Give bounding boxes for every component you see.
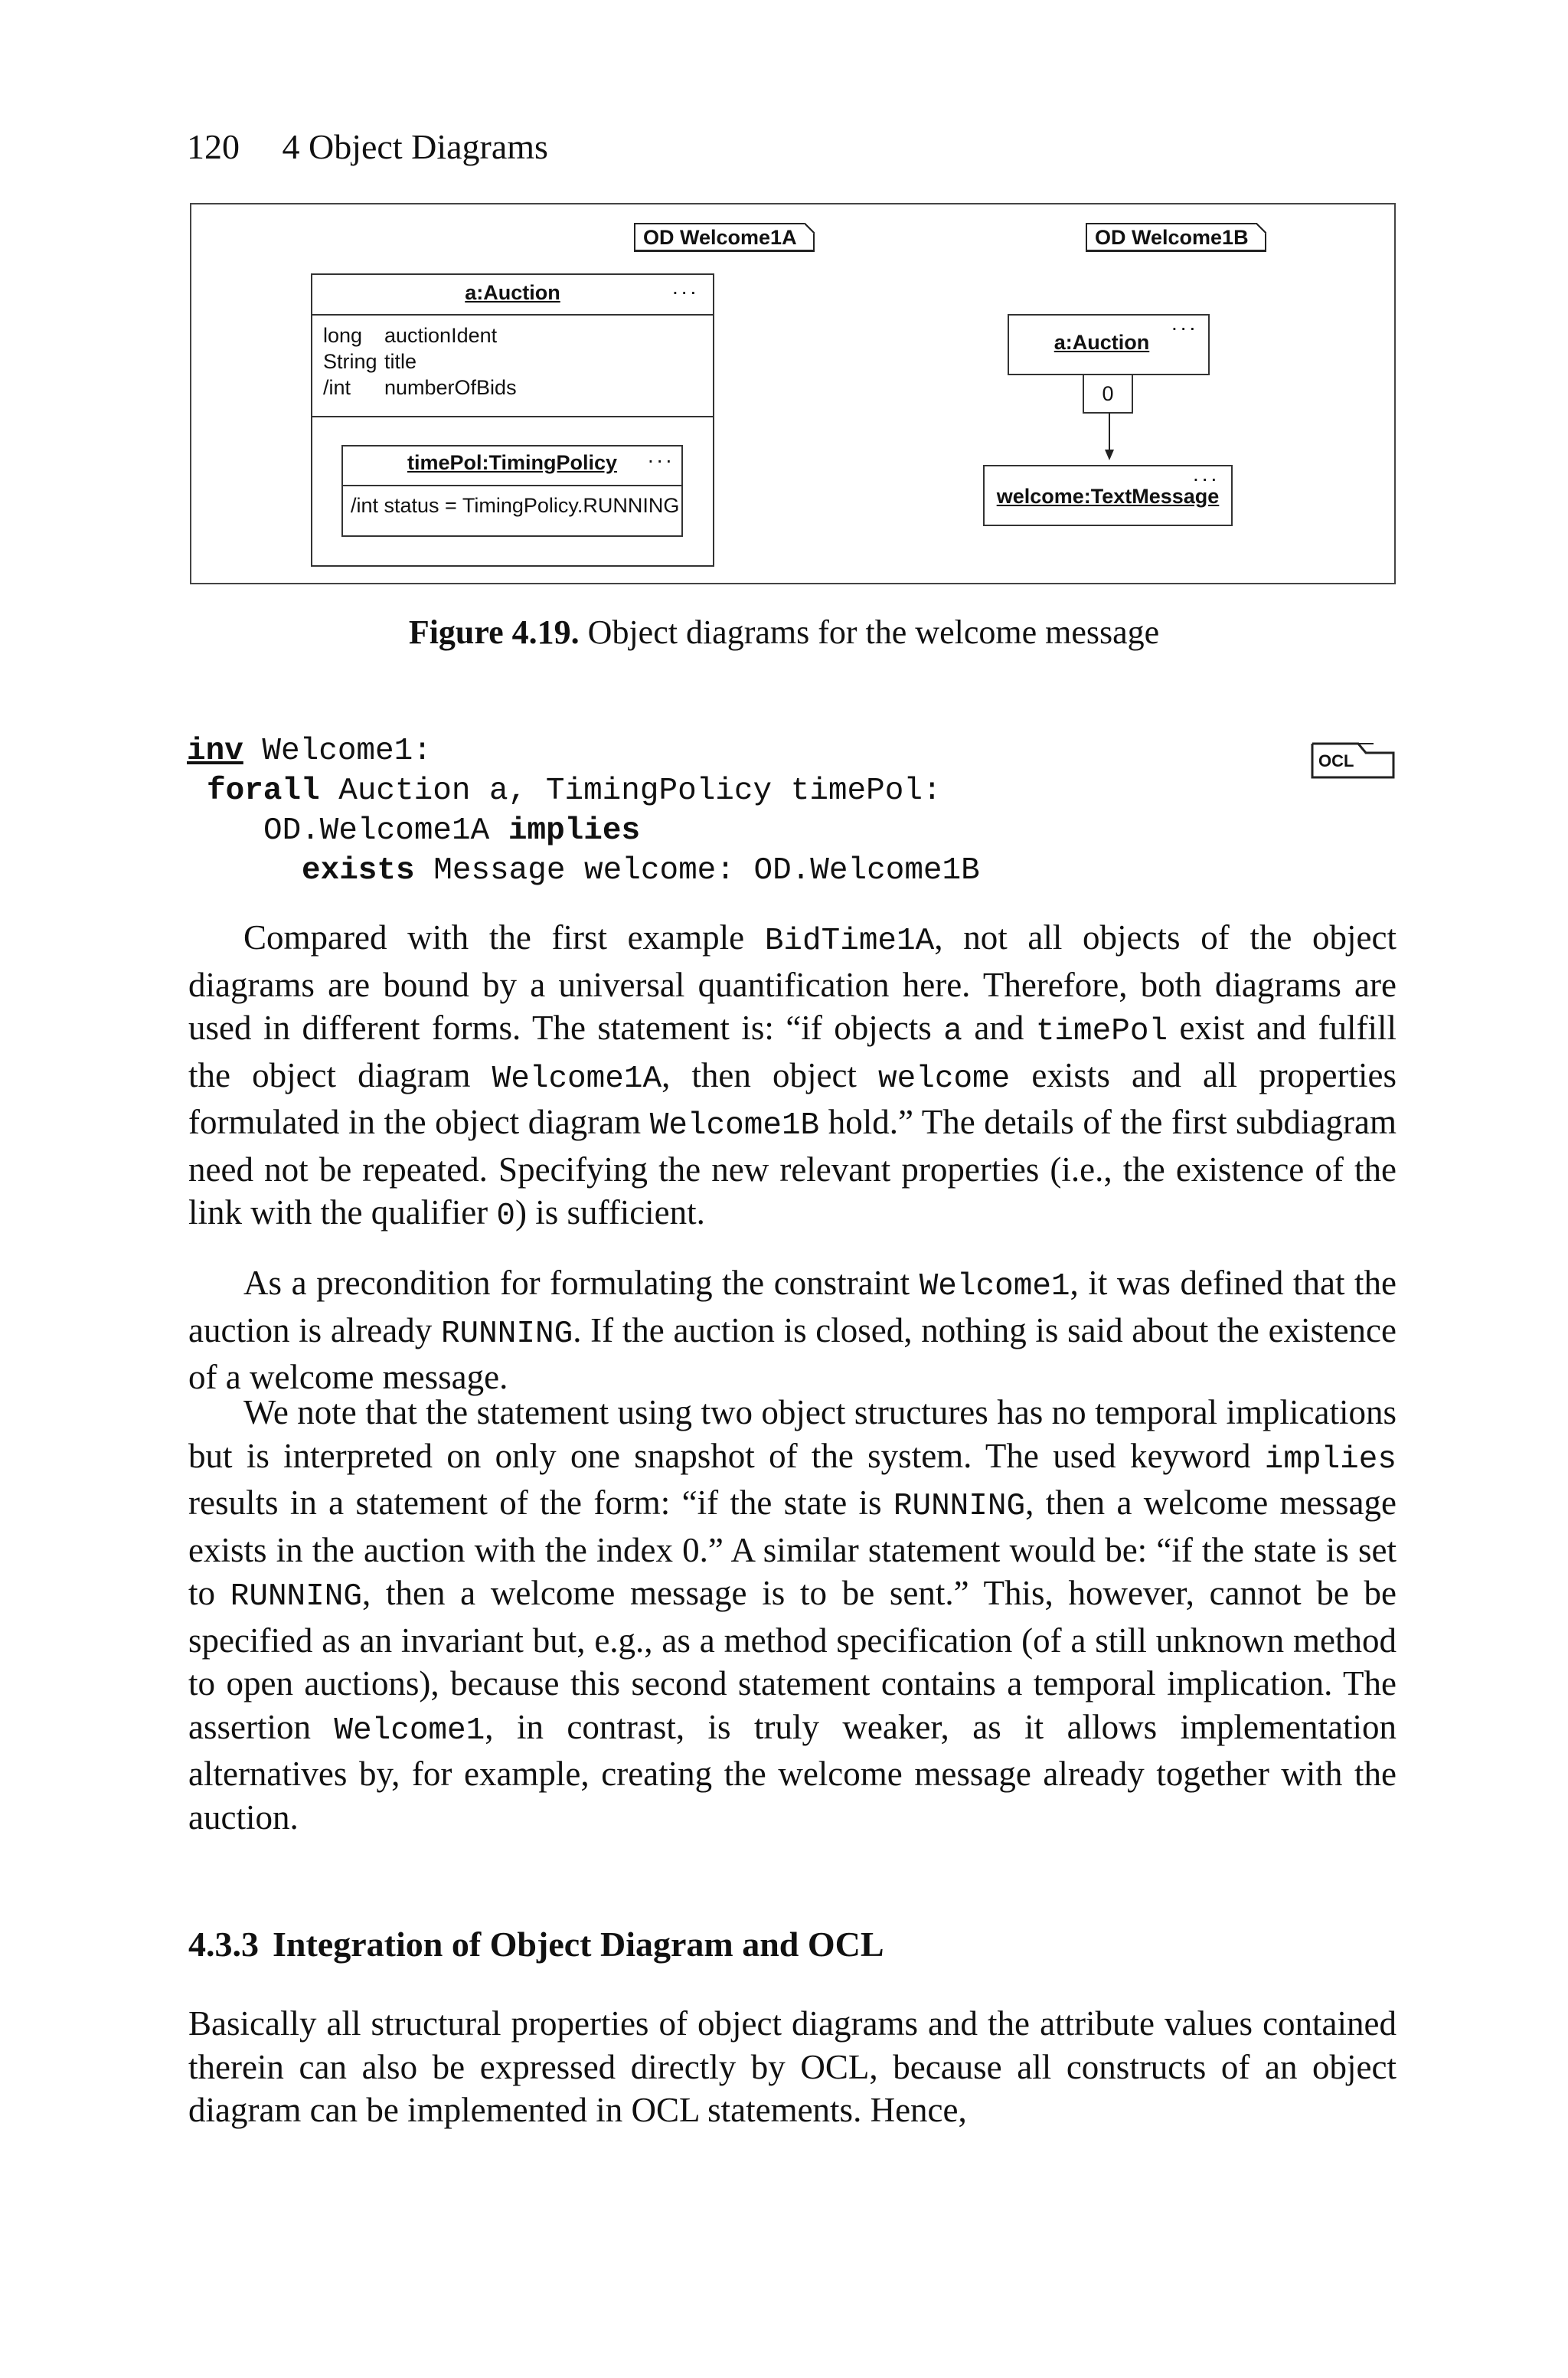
paragraph-1: Compared with the first example BidTime1A, not all objects of the object diagrams are bound by a universal quantification here. Therefore, both diagrams are used in different forms. The statement is: “if objects a and timePol exist and fulfill the object diagram Welcome1A, then object welcome exists and all properties formulated in the object diagram Welcome1B hold.” The details of the first subdiagram need not be repeated. Specifying the new relevant properties (i.e., the existence of the link with the qualifier 0) is sufficient.: [188, 918, 1397, 1234]
code-line: [187, 811, 980, 851]
more-dots-icon: ...: [672, 275, 700, 299]
code-line: [187, 731, 980, 771]
page-number: 120: [187, 127, 240, 166]
compartment-divider: [312, 314, 713, 316]
paragraph-4: Basically all structural properties of object diagrams and the attribute values contained therein can also be expressed directly by OCL, because all constructs of an object diagram can be implemented in OCL statements. Hence,: [188, 2004, 1396, 2129]
paragraph-3: We note that the statement using two object structures has no temporal implications but is interpreted on only one snapshot of the system. The used keyword implies results in a statement of the form: “if the state is RUNNING, then a welcome message exists in the auction with the index 0.” A similar statement would be: “if the state is set to RUNNING, then a welcome message is to be sent.” This, however, cannot be be specified as an invariant but, e.g., as a method specification (of a still unknown method to open auctions), because this second statement contains a temporal implication. The assertion Welcome1, in contrast, is truly weaker, as it allows implementation alternatives by, for example, creating the welcome message already together with the auction.: [188, 1393, 1396, 1837]
code-line: [187, 771, 980, 811]
more-dots-icon: ...: [648, 443, 675, 467]
auction-object-b: [1008, 311, 1210, 375]
timing-policy-title: timePol:TimingPolicy: [407, 451, 618, 474]
code-keyword: exists: [302, 853, 415, 888]
attr-name: numberOfBids: [384, 376, 517, 399]
compartment-divider: [343, 485, 681, 486]
code-text: Auction a, TimingPolicy timePol:: [319, 774, 942, 809]
more-dots-icon: ...: [1193, 462, 1220, 486]
code-text: OD.Welcome1A: [263, 813, 508, 849]
code-keyword: implies: [508, 813, 641, 849]
code-text: Welcome1:: [243, 734, 432, 769]
auction-object-title: a:Auction: [1054, 331, 1150, 354]
code-keyword: forall: [207, 774, 320, 809]
attr-type: /int: [323, 376, 351, 399]
figure-caption: [0, 613, 1568, 652]
attr-type: long: [323, 324, 363, 347]
auction-object-a: [311, 273, 714, 567]
link-arrow-icon: [1095, 413, 1125, 466]
running-header: [187, 126, 548, 167]
timing-policy-object: [341, 445, 683, 537]
attr-type: String: [323, 350, 377, 373]
code-line: [187, 851, 980, 891]
section-number: 4.3.3: [188, 1925, 259, 1964]
attr-name: auctionIdent: [384, 324, 498, 347]
compartment-divider: [312, 416, 713, 417]
attr-name: title: [384, 350, 417, 373]
section-title: Integration of Object Diagram and OCL: [273, 1925, 884, 1964]
ocl-code-block: [187, 731, 980, 891]
auction-object-title: a:Auction: [465, 281, 560, 304]
more-dots-icon: ...: [1171, 311, 1199, 335]
status-attribute: /int status = TimingPolicy.RUNNING: [351, 494, 680, 517]
ocl-badge-label: OCL: [1318, 751, 1354, 770]
chapter-title: 4 Object Diagrams: [282, 127, 548, 166]
text-message-title: welcome:TextMessage: [996, 485, 1220, 508]
object-diagram-figure: [190, 203, 1396, 584]
caption-text: Object diagrams for the welcome message: [587, 613, 1160, 651]
section-heading: [188, 1924, 884, 1964]
od-welcome1a-tag: OD Welcome1A: [634, 223, 815, 252]
code-text: Message welcome: OD.Welcome1B: [414, 853, 980, 888]
od-welcome1b-tag: OD Welcome1B: [1086, 223, 1266, 252]
caption-label: Figure 4.19.: [408, 613, 580, 651]
text-message-object: [983, 462, 1233, 526]
ocl-badge: [1311, 739, 1395, 779]
code-keyword: inv: [187, 734, 243, 769]
qualifier-box: 0: [1083, 374, 1133, 414]
paragraph-2: As a precondition for formulating the constraint Welcome1, it was defined that the auction is already RUNNING. If the auction is closed, nothing is said about the existence of a welcome message.: [188, 1264, 1397, 1396]
